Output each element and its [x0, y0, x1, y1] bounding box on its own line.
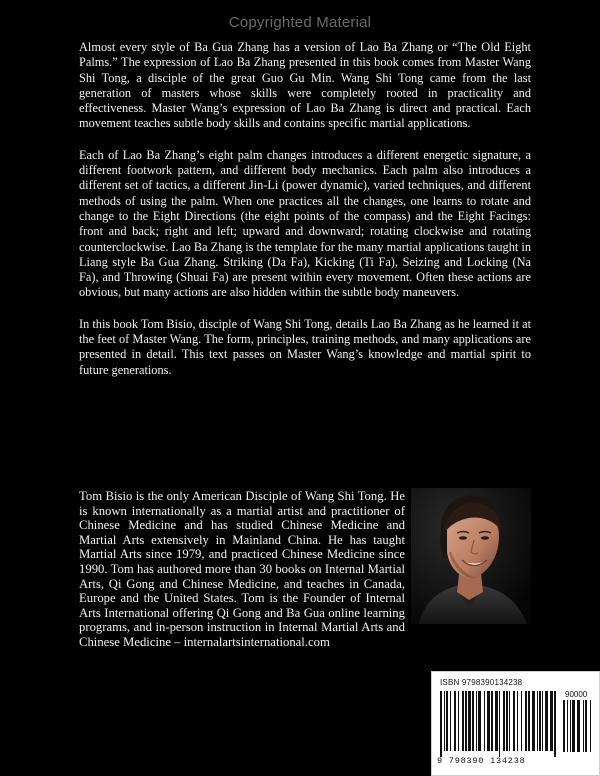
barcode-bar — [484, 691, 485, 751]
barcode-bar — [539, 691, 541, 751]
barcode-bar — [570, 700, 571, 752]
barcode-bar — [468, 691, 471, 751]
barcode-bar — [572, 700, 575, 752]
barcode-bar — [583, 700, 584, 752]
barcode-bar — [478, 691, 481, 751]
barcode-bar — [487, 691, 490, 751]
description-paragraph-2: Each of Lao Ba Zhang’s eight palm changes introduces a different energetic signature, a different footwork pattern, and different body mechanics. Each palm also introduces a different set of tactics, a different Jin-Li (power dynamic), varied techniques, and different methods of using the palm. When one practices all the changes, one learns to rotate and change to the Eight Directions (the eight points of the compass) and the Eight Facings: front and back; right and left; upward and downward; rotating clockwise and rotating counterclockwise. Lao Ba Zhang is the template for the many martial applications taught in Liang style Ba Gua Zhang. Striking (Da Fa), Kicking (Ti Fa), Seizing and Locking (Na Fa), and Throwing (Shuai Fa) are present within every movement. Often these actions are obvious, but many actions are also hidden within the subtle body maneuvers. — [79, 147, 531, 300]
description-paragraph-1: Almost every style of Ba Gua Zhang has a version of Lao Ba Zhang or “The Old Eight Palms.” The expression of Lao Ba Zhang presented in this book comes from Master Wang Shi Tong, a disciple of the great Guo Gu Min. Wang Shi Tong came from the last generation of masters whose skills were completely rooted in practicality and effectiveness. Master Wang’s expression of Lao Ba Zhang is direct and practical. Each movement teaches subtle body skills and contains specific martial applications. — [79, 40, 531, 131]
barcode-bar — [509, 691, 510, 751]
barcode-bar — [528, 691, 530, 751]
barcode-bar — [503, 691, 505, 751]
barcode-bar — [450, 691, 451, 751]
barcode-bar — [517, 691, 518, 751]
barcode-bar — [465, 691, 467, 751]
description-paragraph-3: In this book Tom Bisio, disciple of Wang Shi Tong, details Lao Ba Zhang as he learned it at the feet of Master Wang. The form, principles, training methods, and many applications are presented in detail. This text passes on Master Wang’s knowledge and martial spirit to future generations. — [79, 316, 531, 377]
author-portrait-image — [411, 488, 531, 624]
barcode-bar — [513, 691, 515, 751]
barcode-bar — [537, 691, 538, 751]
author-photo — [411, 488, 531, 624]
barcode-bar — [444, 691, 445, 751]
barcode-bar — [506, 691, 508, 751]
barcode-bar — [554, 691, 556, 757]
barcode-bar — [577, 700, 580, 752]
barcode-bar — [567, 700, 568, 752]
isbn-label: ISBN 9798390134238 — [440, 678, 523, 687]
barcode-bar — [532, 691, 535, 751]
author-bio: Tom Bisio is the only American Disciple of Wang Shi Tong. He is known internationally as a martial artist and practitioner of Chinese Medicine and has studied Chinese Medicine and Martial Arts extensively in Mainland China. He has taught Martial Arts since 1979, and practiced Chinese Medicine since 1990. Tom has authored more than 30 books on Internal Martial Arts, Qi Gong and Chinese Medicine, and teaches in Canada, Europe and the United States. Tom is the Founder of Internal Arts International offering Qi Gong and Ba Gua online learning programs, and in-person instruction in Internal Martial Arts and Chinese Medicine – internalartsinternational.com — [79, 489, 405, 649]
book-description — [79, 40, 531, 394]
barcode-bar — [563, 700, 565, 752]
copyright-watermark: Copyrighted Material — [228, 14, 372, 31]
barcode-bar — [446, 691, 448, 751]
barcode-bar — [542, 691, 543, 751]
price-code: 90000 — [565, 690, 588, 699]
barcode-bar — [499, 691, 500, 757]
barcode-bars — [440, 691, 556, 757]
barcode-bar — [550, 691, 553, 751]
barcode-bar — [454, 691, 456, 751]
barcode-bar — [472, 691, 474, 751]
barcode-digits: 9 798390 134238 — [437, 756, 526, 766]
barcode-bar — [491, 691, 493, 751]
barcode-bar — [458, 691, 459, 751]
barcode-bar — [585, 700, 587, 752]
barcode-bar — [525, 691, 527, 751]
barcode-bar — [590, 700, 591, 752]
isbn-barcode — [431, 671, 600, 776]
barcode-bar — [545, 691, 548, 751]
price-barcode-bars — [563, 700, 593, 758]
barcode-bar — [476, 691, 477, 751]
barcode-bar — [440, 691, 442, 757]
barcode-bar — [521, 691, 522, 751]
barcode-bar — [495, 691, 498, 751]
barcode-bar — [462, 691, 464, 751]
